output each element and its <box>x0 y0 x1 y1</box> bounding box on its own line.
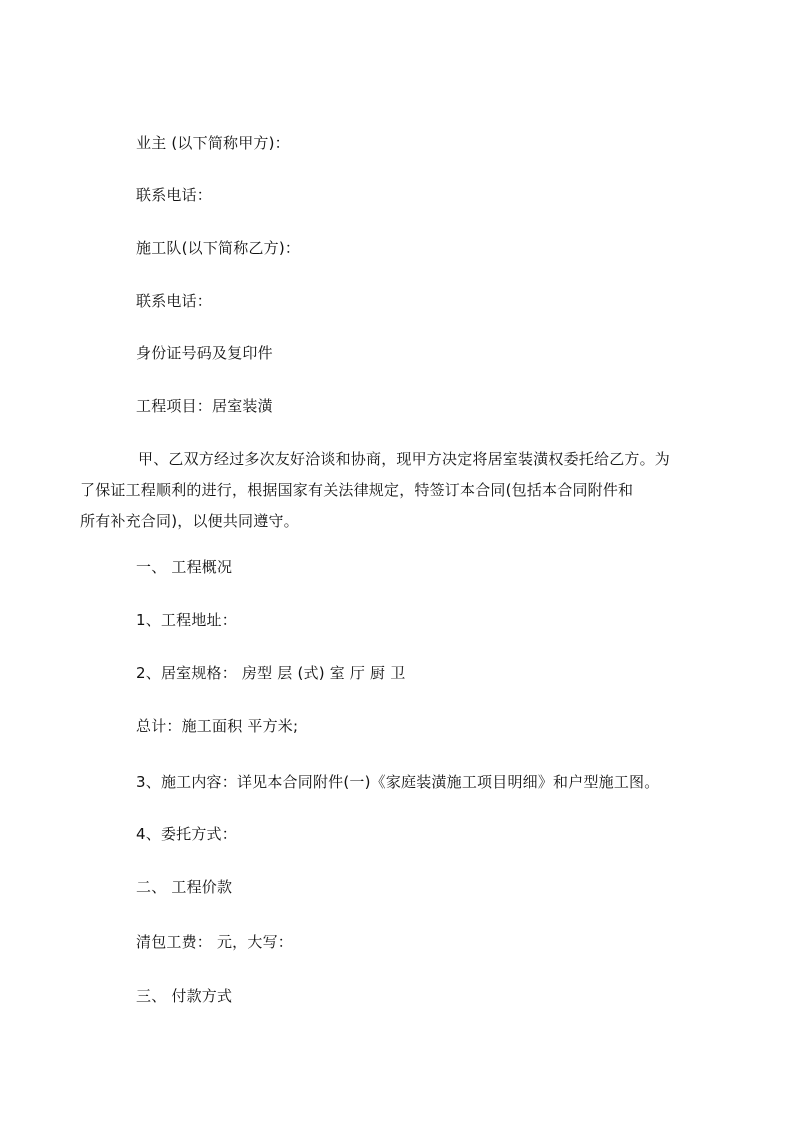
id-card-line: 身份证号码及复印件 <box>136 344 273 362</box>
construction-content-line: 3、施工内容：详见本合同附件(一)《家庭装潢施工项目明细》和户型施工图。 <box>136 773 660 791</box>
project-item-line: 工程项目：居室装潢 <box>136 397 273 415</box>
intro-paragraph <box>80 444 710 537</box>
commission-method-line: 4、委托方式： <box>136 825 237 843</box>
contractor-party-line: 施工队(以下简称乙方)： <box>136 239 301 257</box>
section-heading-overview: 一、 工程概况 <box>136 558 233 576</box>
section-heading-price: 二、 工程价款 <box>136 878 233 896</box>
labor-fee-line: 清包工费： 元，大写： <box>136 933 293 951</box>
section-heading-payment: 三、 付款方式 <box>136 987 233 1005</box>
intro-paragraph-line: 所有补充合同)，以便共同遵守。 <box>80 512 299 530</box>
owner-phone-line: 联系电话： <box>136 186 213 204</box>
intro-paragraph-line: 了保证工程顺利的进行，根据国家有关法律规定，特签订本合同(包括本合同附件和 <box>80 481 634 499</box>
owner-party-line: 业主 (以下简称甲方)： <box>136 134 290 152</box>
total-area-line: 总计：施工面积 平方米; <box>136 717 299 735</box>
project-address-line: 1、工程地址： <box>136 611 237 629</box>
room-spec-line: 2、居室规格： 房型 层 (式) 室 厅 厨 卫 <box>136 664 406 682</box>
intro-paragraph-line: 甲、乙双方经过多次友好洽谈和协商，现甲方决定将居室装潢权委托给乙方。为 <box>138 450 671 468</box>
contractor-phone-line: 联系电话： <box>136 292 213 310</box>
